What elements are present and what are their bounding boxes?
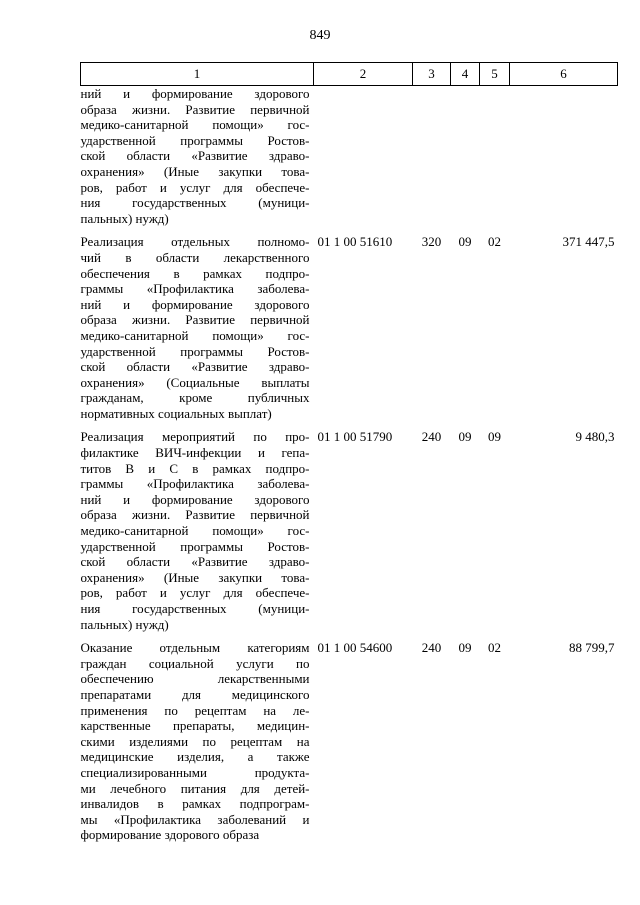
table-row <box>81 632 618 843</box>
description-line: охранения» (Социальные выплаты <box>80 374 310 390</box>
row-target-article: 01 1 00 54600 <box>317 640 393 656</box>
header-col-6: 6 <box>510 63 618 86</box>
description-line: чий в области лекарственного <box>80 249 310 265</box>
description-line: гражданам, кроме публичных <box>80 390 310 406</box>
description-line: охранения» (Иные закупки това- <box>80 163 310 179</box>
budget-table <box>80 62 618 843</box>
row-section <box>451 86 480 227</box>
description-line: ров, работ и услуг для обеспече- <box>80 179 310 195</box>
description-line: граждан социальной услуги по <box>80 655 310 671</box>
header-col-3: 3 <box>413 63 451 86</box>
description-line: скими изделиями по рецептам на <box>80 733 310 749</box>
description-line: Реализация мероприятий по про- <box>80 429 310 445</box>
description-line: ний и формирование здорового <box>80 86 310 101</box>
description-line: ний и формирование здорового <box>80 296 310 312</box>
row-section: 09 <box>458 640 472 656</box>
description-line: граммы «Профилактика заболева- <box>80 281 310 297</box>
description-line: нормативных социальных выплат) <box>80 405 272 421</box>
description-line: ударственной программы Ростов- <box>80 343 310 359</box>
description-line: образа жизни. Развитие первичной <box>80 312 310 328</box>
description-line: специализированными продукта- <box>80 764 310 780</box>
description-line: пальных) нужд) <box>80 210 169 226</box>
description-line: ний и формирование здорового <box>80 491 310 507</box>
header-col-2: 2 <box>314 63 413 86</box>
description-line: обеспечения в рамках подпро- <box>80 265 310 281</box>
row-subsection <box>480 86 510 227</box>
description-line: мы «Профилактика заболеваний и <box>80 811 310 827</box>
row-expense-type <box>413 86 451 227</box>
description-line: Оказание отдельным категориям <box>80 640 310 656</box>
row-expense-type: 240 <box>421 640 442 656</box>
header-col-5: 5 <box>480 63 510 86</box>
row-target-article: 01 1 00 51610 <box>317 234 393 250</box>
description-line: ров, работ и услуг для обеспече- <box>80 585 310 601</box>
table-row <box>81 226 618 421</box>
row-description <box>81 226 314 421</box>
description-line: филактике ВИЧ-инфекции и гепа- <box>80 445 310 461</box>
row-expense-type: 320 <box>421 234 442 250</box>
description-line: охранения» (Иные закупки това- <box>80 569 310 585</box>
description-line: медицинские изделия, а также <box>80 749 310 765</box>
header-col-4: 4 <box>451 63 480 86</box>
row-target-article <box>314 86 413 227</box>
description-line: медико-санитарной помощи» гос- <box>80 117 310 133</box>
row-target-article: 01 1 00 51790 <box>317 429 393 445</box>
description-line: ской области «Развитие здраво- <box>80 148 310 164</box>
description-line: инвалидов в рамках подпрограм- <box>80 796 310 812</box>
row-section: 09 <box>458 234 472 250</box>
description-line: медико-санитарной помощи» гос- <box>80 523 310 539</box>
description-line: обеспечению лекарственными <box>80 671 310 687</box>
table-row <box>81 421 618 632</box>
description-line: препаратами для медицинского <box>80 686 310 702</box>
description-line: ской области «Развитие здраво- <box>80 359 310 375</box>
header-row <box>81 63 618 86</box>
header-col-1: 1 <box>81 63 314 86</box>
page-number: 849 <box>309 28 331 43</box>
row-description <box>81 632 314 843</box>
table-row <box>81 86 618 227</box>
description-line: титов В и С в рамках подпро- <box>80 460 310 476</box>
row-amount: 88 799,7 <box>569 640 615 656</box>
row-subsection: 02 <box>488 640 501 656</box>
description-line: ской области «Развитие здраво- <box>80 554 310 570</box>
row-subsection: 02 <box>488 234 501 250</box>
description-line: образа жизни. Развитие первичной <box>80 507 310 523</box>
description-line: формирование здорового образа <box>80 827 260 843</box>
description-line: ударственной программы Ростов- <box>80 132 310 148</box>
description-line: Реализация отдельных полномо- <box>80 234 310 250</box>
description-line: ния государственных (муници- <box>80 601 310 616</box>
row-expense-type: 240 <box>421 429 442 445</box>
row-subsection: 09 <box>488 429 501 445</box>
table-body <box>81 86 618 843</box>
row-description <box>81 86 314 227</box>
description-line: медико-санитарной помощи» гос- <box>80 327 310 343</box>
description-line: граммы «Профилактика заболева- <box>80 476 310 492</box>
description-line: пальных) нужд) <box>80 616 169 632</box>
row-section: 09 <box>458 429 472 445</box>
row-amount <box>510 86 618 227</box>
description-line: карственные препараты, медицин- <box>80 718 310 734</box>
row-description <box>81 421 314 632</box>
description-line: ми лечебного питания для детей- <box>80 780 310 796</box>
row-amount: 371 447,5 <box>562 234 615 250</box>
description-line: образа жизни. Развитие первичной <box>80 101 310 117</box>
row-amount: 9 480,3 <box>575 429 615 445</box>
description-line: применения по рецептам на ле- <box>80 702 310 718</box>
description-line: ударственной программы Ростов- <box>80 538 310 554</box>
description-line: ния государственных (муници- <box>80 195 310 211</box>
